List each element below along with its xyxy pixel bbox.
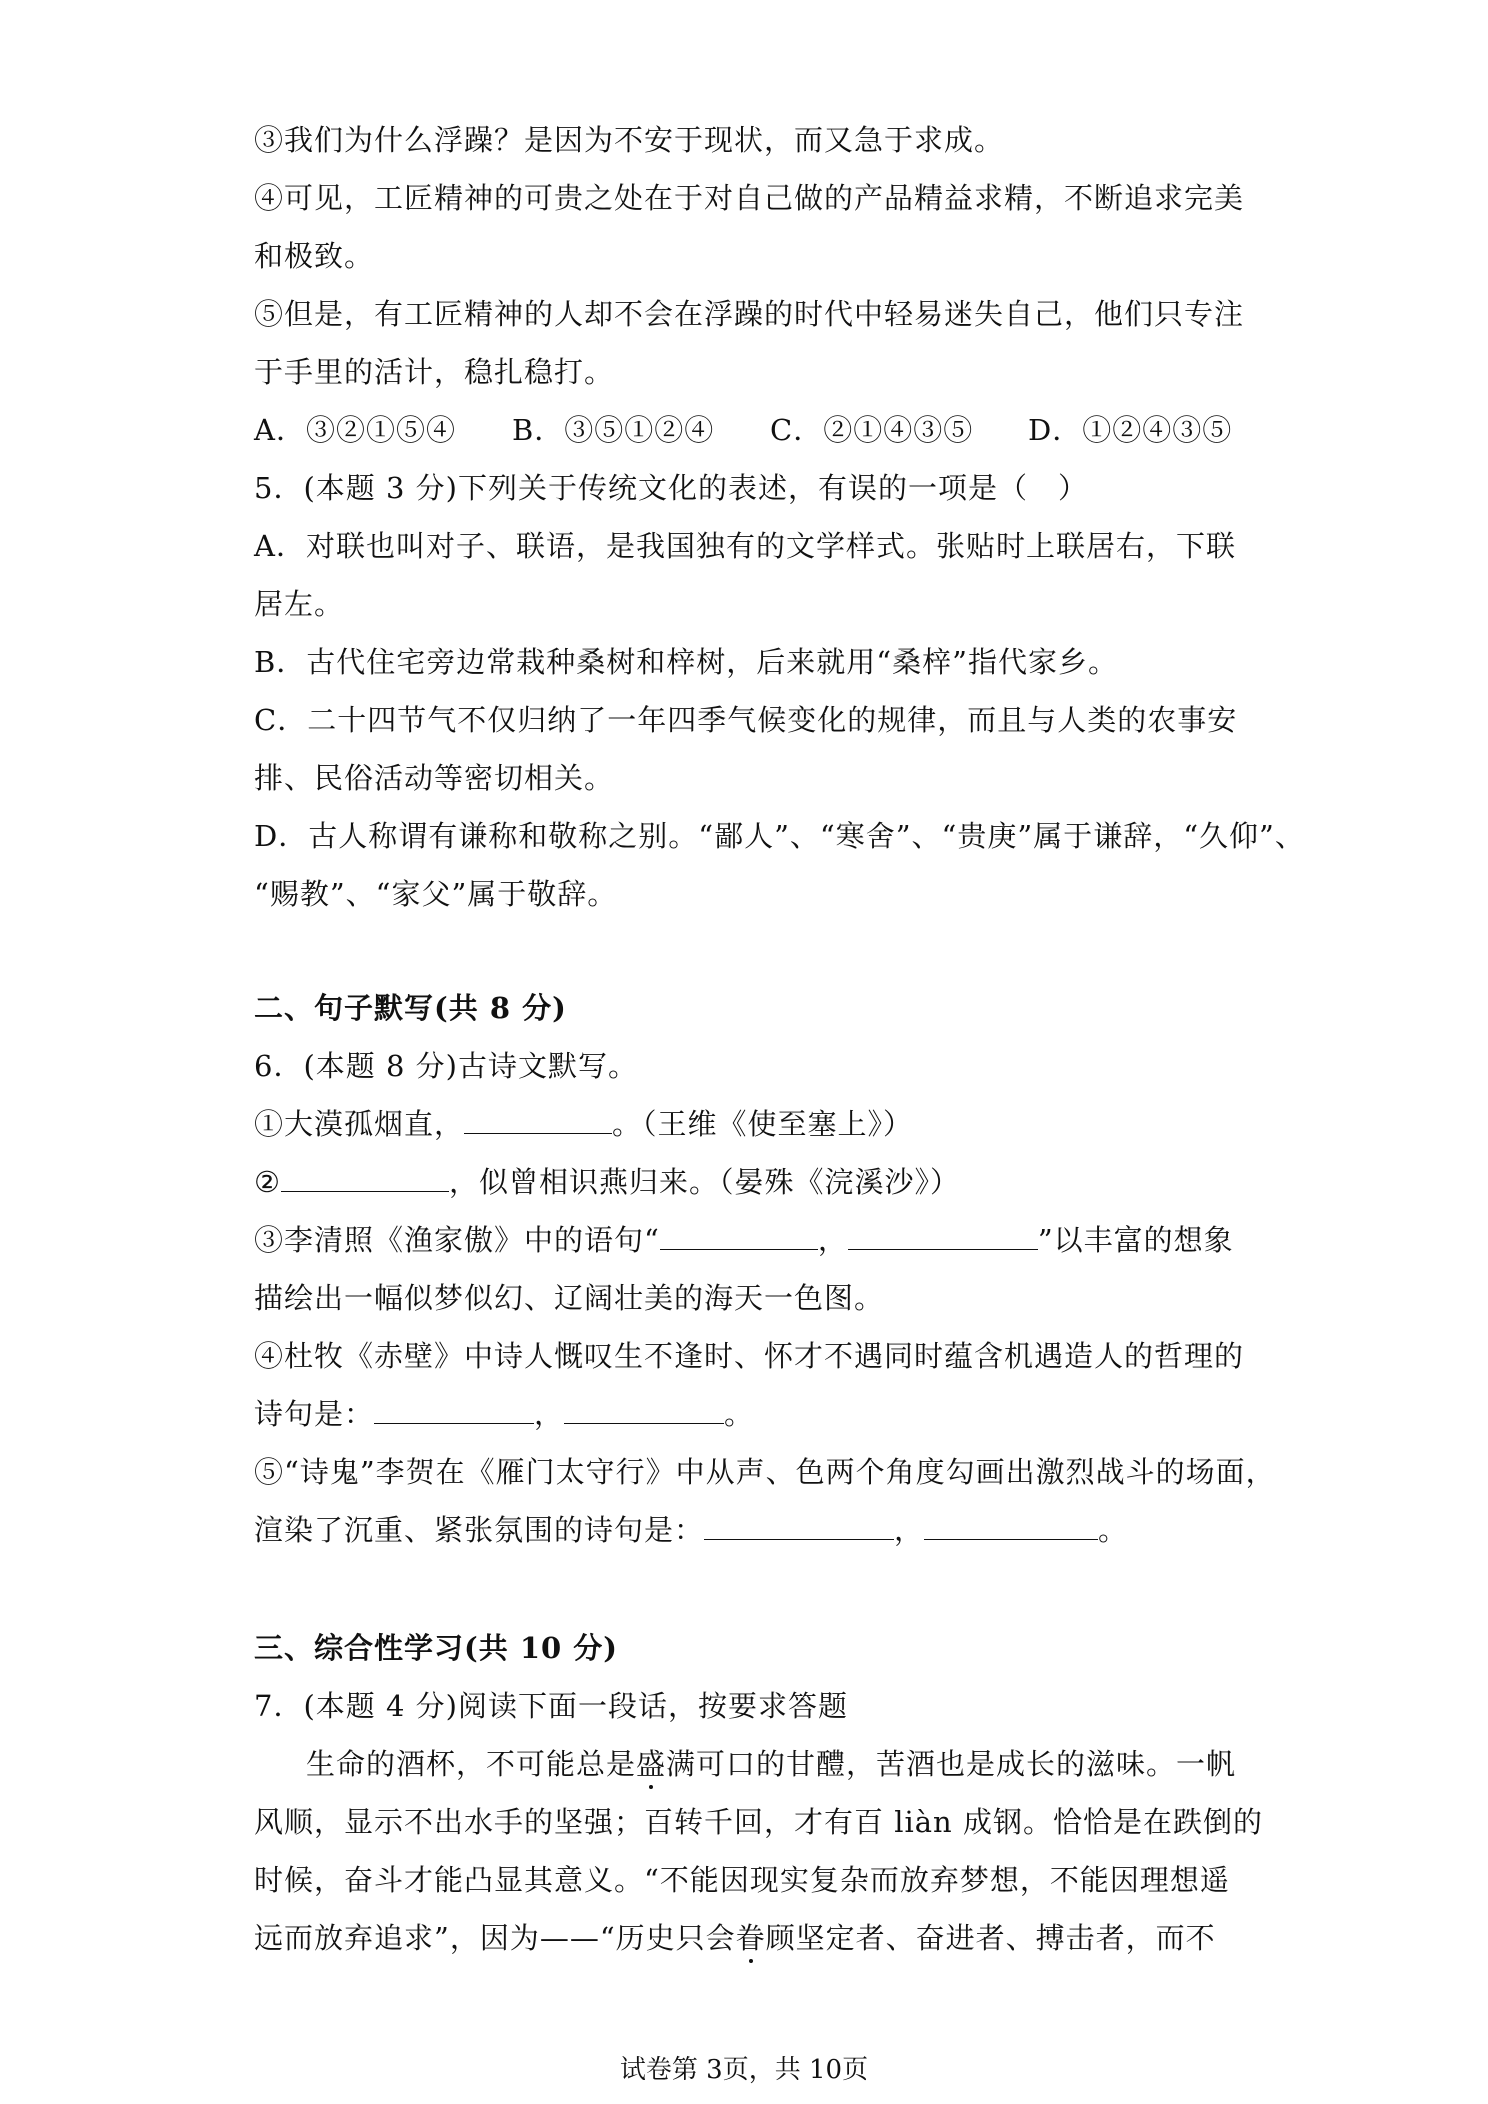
- q4-item-4-line1: ④可见，工匠精神的可贵之处在于对自己做的产品精益求精，不断追求完美: [254, 181, 1245, 215]
- q6-blank-4b[interactable]: [564, 1395, 724, 1424]
- q7-p4c: 顾坚定者、奋进者、搏击者，而不: [765, 1921, 1216, 1955]
- q6-blank-3b[interactable]: [848, 1221, 1038, 1250]
- q5-option-c-line1: C．二十四节气不仅归纳了一年四季气候变化的规律，而且与人类的农事安: [254, 703, 1238, 737]
- q6-l2-pre: ②: [254, 1165, 281, 1199]
- q6-l2-post: ，似曾相识燕归来。（晏殊《浣溪沙》）: [449, 1165, 961, 1199]
- q6-blank-5a[interactable]: [704, 1511, 894, 1540]
- q6-blank-4a[interactable]: [374, 1395, 534, 1424]
- q7-p1c: 满可口的甘醴，苦酒也是成长的滋味。一帆: [666, 1747, 1237, 1781]
- q6-line-5b: [254, 1510, 1244, 1550]
- q7-passage-line3: 时候，奋斗才能凸显其意义。“不能因现实复杂而放弃梦想，不能因理想遥: [254, 1863, 1230, 1897]
- q6-l4-mid: ，: [534, 1397, 565, 1431]
- q6-line-1: [254, 1104, 1244, 1144]
- q5-option-d-line2: “赐教”、“家父”属于敬辞。: [254, 877, 618, 911]
- q5-option-a-line2: 居左。: [254, 587, 345, 621]
- q6-line-2: [254, 1162, 1244, 1202]
- q6-l3-post: ”以丰富的想象: [1037, 1223, 1234, 1257]
- q6-l5-mid: ，: [894, 1513, 925, 1547]
- q4-item-3: ③我们为什么浮躁？是因为不安于现状，而又急于求成。: [254, 123, 1005, 157]
- q7-stem: 7．(本题 4 分)阅读下面一段话，按要求答题: [254, 1689, 848, 1723]
- q5-option-d-line1: D．古人称谓有谦称和敬称之别。“鄙人”、“寒舍”、“贵庚”属于谦辞，“久仰”、: [254, 819, 1305, 853]
- q7-passage-line2: 风顺，显示不出水手的坚强；百转千回，才有百 liàn 成钢。恰恰是在跌倒的: [254, 1805, 1263, 1839]
- q7-passage-line1: [306, 1744, 1244, 1784]
- q6-blank-1[interactable]: [464, 1105, 612, 1134]
- q6-l5-post: 。: [1098, 1513, 1129, 1547]
- q6-l3-mid: ，: [817, 1223, 848, 1257]
- q6-l3-pre: ③李清照《渔家傲》中的语句“: [254, 1223, 660, 1257]
- q7-p4-dotted-char: 眷: [735, 1921, 766, 1955]
- q4-item-4-line2: 和极致。: [254, 239, 375, 273]
- q4-item-5-line1: ⑤但是，有工匠精神的人却不会在浮躁的时代中轻易迷失自己，他们只专注: [254, 297, 1245, 331]
- q5-option-a-line1: A．对联也叫对子、联语，是我国独有的文学样式。张贴时上联居右，下联: [254, 529, 1236, 563]
- q6-line-4b: [254, 1394, 1244, 1434]
- q6-blank-3a[interactable]: [660, 1221, 818, 1250]
- q4-choices: [254, 410, 1244, 450]
- q4-choice-a: A．③②①⑤④: [254, 413, 456, 447]
- section-3-heading: 三、综合性学习(共 10 分): [254, 1631, 618, 1665]
- q6-line-4: ④杜牧《赤壁》中诗人慨叹生不逢时、怀才不遇同时蕴含机遇造人的哲理的: [254, 1339, 1245, 1373]
- q6-l4-pre: 诗句是：: [254, 1397, 375, 1431]
- q7-p4a: 远而放弃追求”，因为——“历史只会: [254, 1921, 736, 1955]
- page-footer: 试卷第 3页，共 10页: [619, 2055, 869, 2085]
- q7-p1a: 生命的酒杯，不可能总是: [306, 1747, 637, 1781]
- q7-passage-line4: [254, 1918, 1244, 1958]
- q6-line-3: [254, 1220, 1244, 1260]
- q5-option-c-line2: 排、民俗活动等密切相关。: [254, 761, 615, 795]
- q6-blank-5b[interactable]: [924, 1511, 1098, 1540]
- q6-l1-post: 。（王维《使至塞上》）: [612, 1107, 914, 1141]
- q4-item-5-line2: 于手里的活计，稳扎稳打。: [254, 355, 615, 389]
- q6-blank-2[interactable]: [281, 1163, 449, 1192]
- q6-stem: 6．(本题 8 分)古诗文默写。: [254, 1049, 638, 1083]
- q6-line-5: ⑤“诗鬼”李贺在《雁门太守行》中从声、色两个角度勾画出激烈战斗的场面，: [254, 1455, 1276, 1489]
- q4-choice-d: D．①②④③⑤: [1028, 413, 1233, 447]
- q6-l5-pre: 渲染了沉重、紧张氛围的诗句是：: [254, 1513, 705, 1547]
- q4-choice-c: C．②①④③⑤: [770, 413, 974, 447]
- q6-line-3b: 描绘出一幅似梦似幻、辽阔壮美的海天一色图。: [254, 1281, 885, 1315]
- q6-l1-pre: ①大漠孤烟直，: [254, 1107, 465, 1141]
- q5-option-b: B．古代住宅旁边常栽种桑树和梓树，后来就用“桑梓”指代家乡。: [254, 645, 1118, 679]
- section-2-heading: 二、句子默写(共 8 分): [254, 991, 567, 1025]
- q6-l4-post: 。: [724, 1397, 755, 1431]
- q5-stem: 5．(本题 3 分)下列关于传统文化的表述，有误的一项是（ ）: [254, 471, 1088, 505]
- q7-p1-dotted-char: 盛: [636, 1747, 667, 1781]
- q4-choice-b: B．③⑤①②④: [512, 413, 715, 447]
